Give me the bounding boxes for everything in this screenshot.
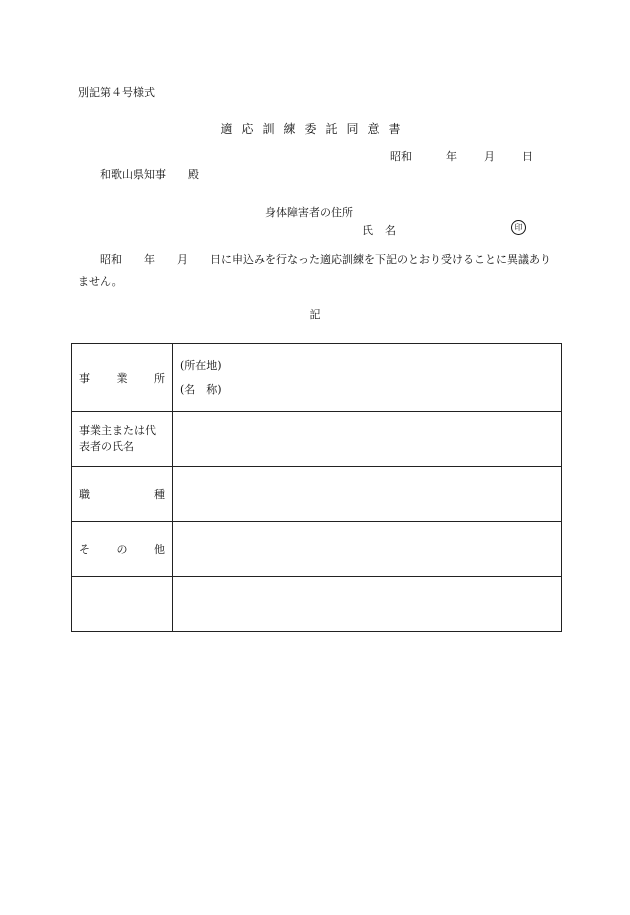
employer-name-value-cell[interactable] [173,412,562,467]
label-char: 所 [154,371,165,385]
label-char: 職 [79,488,90,501]
employer-name-label: 事業主または代表者の氏名 [72,412,173,467]
blank-label-cell[interactable] [72,577,173,632]
honorific: 殿 [188,168,199,181]
consent-statement: 昭和 年 月 日に申込みを行なった適応訓練を下記のとおり受けることに異議ありません。 [78,253,551,288]
other-label [72,522,173,577]
era-label: 昭和 [390,150,412,163]
table-row-other [72,522,562,577]
table-row-employer [72,412,562,467]
table-row-job [72,467,562,522]
office-name-label: (名 称) [180,382,222,396]
addressee [100,168,199,182]
job-type-label [72,467,173,522]
name-char-2: 名 [385,224,396,237]
record-heading: 記 [309,308,321,321]
document-title: 適応訓練委託同意書 [220,122,410,136]
name-char-1: 氏 [362,224,373,237]
label-char: の [116,543,128,556]
job-type-value-cell[interactable] [173,467,562,522]
office-label [72,344,173,412]
office-location-label: (所在地) [180,358,222,372]
label-char: 他 [154,543,165,556]
form-number: 別記第４号様式 [78,86,155,99]
addressee-name: 和歌山県知事 [100,168,166,181]
table-row-blank [72,577,562,632]
label-char: 種 [154,488,165,501]
year-label: 年 [446,150,457,163]
details-table [71,343,562,632]
seal-mark: 印 [511,220,526,235]
label-char: そ [79,543,90,556]
applicant-address-label: 身体障害者の住所 [265,206,353,219]
date-line [390,150,533,164]
other-value-cell[interactable] [173,522,562,577]
day-label: 日 [522,150,533,163]
applicant-name-label [362,224,396,238]
office-value-cell[interactable] [173,344,562,412]
month-label: 月 [484,150,495,163]
table-row-office [72,344,562,412]
blank-value-cell[interactable] [173,577,562,632]
label-char: 業 [116,371,128,385]
label-char: 事 [79,371,90,385]
